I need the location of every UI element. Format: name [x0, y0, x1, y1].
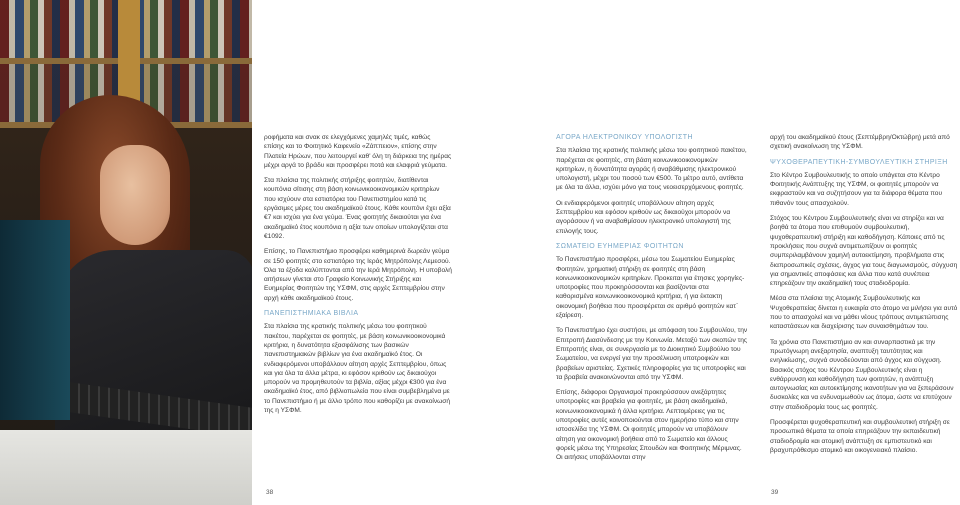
paragraph: Στόχος του Κέντρου Συμβουλευτικής είναι να στηρίζει και να βοηθά τα άτομα που επιθυμούν συμβουλευτική, ψυχοθεραπευτική στήριξη και καθοδήγηση. Κάποιες από τις προκλήσεις που συχνά αντιμετωπίζουν οι φοιτητές συμπεριλαμβάνουν χαμηλή αυτοεκτίμηση, προβλήματα στις διαπροσωπικές σχέσεις, άγχος για τους διαγωνισμούς, σύγχυση για σημαντικές αποφάσεις και άλλα που κατά συνέπεια επηρεάζουν την ακαδημαϊκή τους σταδιοδρομία.: [770, 215, 958, 288]
page-number-left: 38: [266, 489, 274, 496]
student-face: [100, 145, 170, 245]
left-column: [264, 133, 452, 421]
computer-monitor: [0, 220, 70, 420]
section-heading: ΣΩΜΑΤΕΙΟ ΕΥΗΜΕΡΙΑΣ ΦΟΙΤΗΤΩΝ: [556, 242, 684, 250]
section-heading: ΠΑΝΕΠΙΣΤΗΜΙΑΚΑ ΒΙΒΛΙΑ: [264, 310, 359, 318]
paragraph: αρχή του ακαδημαϊκού έτους (Σεπτέμβρη/Οκτώβρη) μετά από σχετική ανακοίνωση της ΥΣΦΜ.: [770, 134, 950, 151]
paragraph: Το Πανεπιστήμιο προσφέρει, μέσω του Σωματείου Ευημερίας Φοιτητών, χρηματική στήριξη σε φοιτητές στη βάση κοινωνικοοικονομικών κριτηρίων. Προκειται για έτησιες χορηγίες-υποτροφίες που προκηρύσσονται και βασίζονται στα καθορισμένα κοινωνικοοικονομικά κριτήρια, ή για έκτακτη οικονομική βοήθεια που προσφέρεται σε αριθμό φοιτητών κατ΄ εξαίρεση.: [556, 256, 745, 320]
paragraph: ροφήματα και σνακ σε ελεγχόμενες χαμηλές τιμές, καθώς επίσης και το Φοιτητικό Καφενείο «Ζάππειον», επίσης στην Πλατεία Ηρώων, που λειτουργεί καθ' όλη τη διάρκεια της ημέρας μέχρι αργά το βράδυ και προσφέρει ποτά και ελαφριά γεύματα.: [264, 134, 452, 169]
paragraph: Τα χρόνια στο Πανεπιστήμιο αν και συναρπαστικά με την πρωτόγνωρη ανεξαρτησία, αναπτυξη ταυτότητας και ενηλικίωσης, συχνά συνοδεύονται από άγχος και σύγχυση. Βασικός στόχος του Κέντρου Συμβουλευτικής είναι η ενθάρρυνση και καθοδήγηση των φοιτητών, η ανάπτυξη αυτογνωσίας και αυτοεκτίμησης ικανοτήτων για να ξεπεράσουν δυσκολίες και να ενδυναμωθούν ως άτομα, ώστε να επιτύχουν στην σταδιοδρομία τους ως φοιτητές.: [770, 338, 954, 411]
paragraph: Στα πλαίσια της κρατικής πολιτικής μέσω του φοιτητικού πακέτου, παρέχεται σε φοιτητές, στη βάση κοινωνικοοικονομικών κριτηρίων, η δυνατότητα αγοράς ή αναβάθμισης ηλεκτρονικού υπολογιστή, μέχρι του ποσού των €500. Το μέτρο αυτό, αντίθετα με όλα τα άλλα, ισχύει μόνο για τους νεοεισερχόμενους φοιτητές.: [556, 147, 747, 192]
paragraph: Επίσης, το Πανεπιστήμιο προσφέρει καθημερινά δωρεάν γεύμα σε 150 φοιτητές στο εστιατόριο της Ιεράς Μητρόπολης Λεμεσού. Όλα τα έξοδα καλύπτονται από την Ιερά Μητρόπολη. Η υποβολή αιτήσεων γίνεται στο Γραφείο Κοινωνικής Στήριξης και Ευημερίας Φοιτητών της ΥΣΦΜ, στις αρχές Σεπτεμβρίου στην αρχή κάθε ακαδημαϊκού έτους.: [264, 248, 452, 302]
right-column: [770, 133, 958, 461]
paragraph: Επίσης, διάφοροι Οργανισμοί προκηρύσσουν ανεξάρτητες υποτροφίες και βραβεία για φοιτητές, με βάση ακαδημαϊκά, κοινωνικοοικονομικά ή άλλα κριτήρια. Λεπτομέρειες για τις υποτροφίες αυτές κοινοποιούνται στον ημερήσιο τύπο και στην ιστοσελίδα της ΥΣΦΜ. Οι φοιτητές μπορούν να υποβάλουν αίτηση για οικονομική βοήθεια από το Σωματείο και άλλους φορείς μέσω της Υπηρεσίας Σπουδών και Φοιτητικής Μέριμνας. Οι αιτήσεις υποβάλλονται στην: [556, 389, 742, 462]
paragraph: Οι ενδιαφερόμενοι φοιτητές υποβάλλουν αίτηση αρχές Σεπτεμβρίου και εφόσον κριθούν ως δικαιούχοι μπορούν να αγοράσουν ή να αναβαθμίσουν ηλεκτρονικό υπολογιστή της επιλογής τους.: [556, 199, 731, 235]
page-number-right: 39: [771, 489, 779, 496]
paragraph: Μέσα στα πλαίσια της Ατομικής Συμβουλευτικής και Ψυχοθεραπείας δίνεται η ευκαιρία στο άτομο να μιλήσει για αυτό που το απασχολεί και να μάθει νέους τρόπους αντιμετώπισης καταστάσεων και διαχείρισης των συναισθημάτων του.: [770, 295, 958, 331]
desk: [0, 430, 252, 505]
paragraph: Το Πανεπιστήμιο έχει συστήσει, με απόφαση του Συμβουλίου, την Επιτροπή Διασύνδεσης με την Κοινωνία. Μεταξύ των σκοπών της Επιτροπής είναι, σε συνεργασία με το Διοικητικό Συμβούλιο του Σωματείου, να ενεργεί για την προσέλκυση υποτροφιών και βραβείων αριστείας. Σχετικές πληροφορίες για τις υποτροφίες και τα βραβεία ανακοινώνονται από την ΥΣΦΜ.: [556, 327, 748, 381]
paragraph: Προσφέρεται ψυχοθεραπευτική και συμβουλευτική στήριξη σε προσωπικά θέματα τα οποία επηρεάζουν την εκπαιδευτική σταδιοδρομία και ατομική ανάπτυξη σε εμπιστευτικό και βραχυπρόθεσμο ατομικό και οικογενειακό πλαίσιο.: [770, 419, 950, 454]
section-heading: ΑΓΟΡΑ ΗΛΕΚΤΡΟΝΙΚΟΥ ΥΠΟΛΟΓΙΣΤΗ: [556, 134, 693, 141]
paragraph: Στα πλαίσια της πολιτικής στήριξης φοιτητών, διατίθενται κουπόνια σίτισης στη βάση κοινωνικοοικονομικών κριτηρίων που ισχύουν στα εστιατόρια του Πανεπιστημίου κατά τις εργάσιμες μέρες του ακαδημαϊκού έτους. Κάθε κουπόνι έχει αξία €7 και ισχύει για ένα γεύμα. Ένας φοιτητής δικαιούται για ένα ακαδημαϊκό έτος κουπόνια η αξία των οποίων υπολογίζεται στα €1092.: [264, 177, 451, 240]
middle-column: [556, 133, 748, 469]
section-heading: ΨΥΧΟΘΕΡΑΠΕΥΤΙΚΗ-ΣΥΜΒΟΥΛΕΥΤΙΚΗ ΣΤΗΡΙΞΗ: [770, 158, 948, 166]
paragraph: Στο Κέντρο Συμβουλευτικής το οποίο υπάγεται στο Κέντρο Φοιτητικής Ανάπτυξης της ΥΣΦΜ, οι φοιτητές μπορούν να εκφραστούν και να συζητήσουν για τα διάφορα θέματα που πιθανόν τους απασχολούν.: [770, 171, 943, 207]
paragraph: Στα πλαίσια της κρατικής πολιτικής μέσω του φοιτητικού πακέτου, παρέχεται σε φοιτητές, με βάση κοινωνικοοικονομικά κριτήρια, η δυνατότητα εξασφάλισης των βασικών πανεπιστημιακών βιβλίων για ένα ακαδημαϊκό έτος. Οι ενδιαφερόμενοι υποβάλλουν αίτηση αρχές Σεπτεμβρίου, όπως και για όλα τα άλλα μέτρα, κι εφόσον κριθούν ως δικαιούχοι μπορούν να προμηθευτούν τα βιβλία, αξίας μέχρι €300 για ένα ακαδημαϊκό έτος, από βιβλιοπωλεία που είναι συμβεβλημένα με το Πανεπιστήμιο ή με άλλο τρόπο που καθορίζει με ανακοίνωσή της η ΥΣΦΜ.: [264, 323, 451, 415]
student-photo: [0, 0, 252, 505]
